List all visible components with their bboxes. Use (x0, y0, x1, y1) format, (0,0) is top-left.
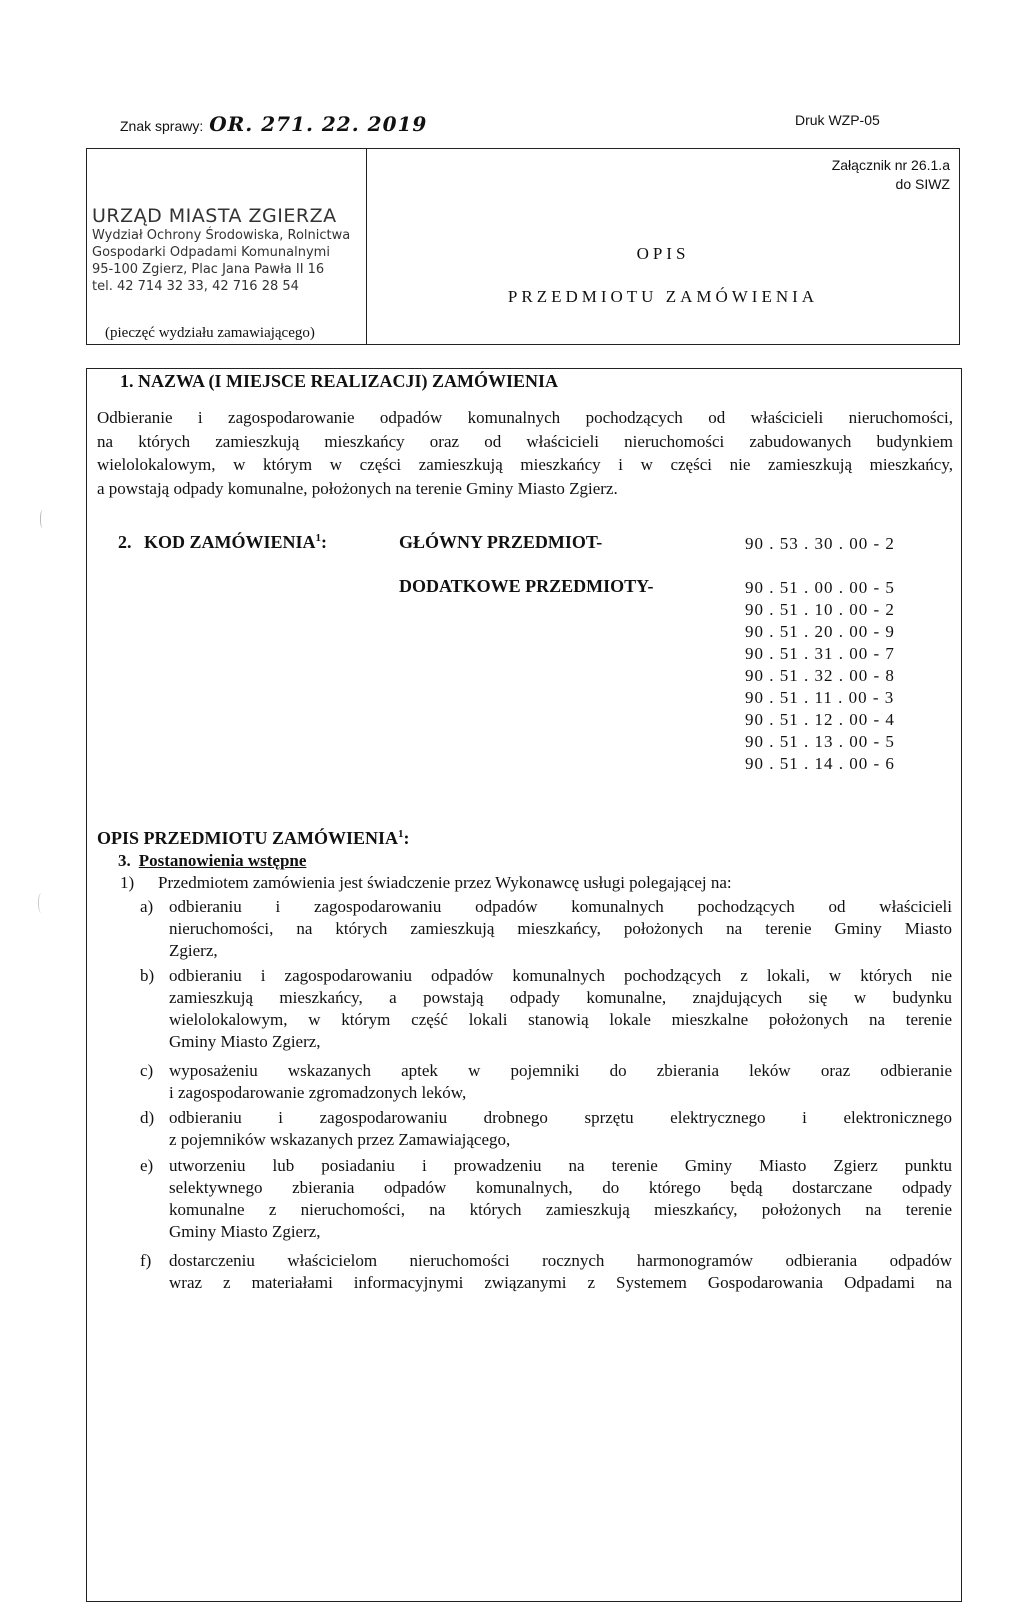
subitem-label: a) (140, 897, 154, 916)
subitem-line: zamieszkują mieszkańcy, a powstają odpady komunalne, znajdujących się w budynku (169, 988, 952, 1007)
stamp-line4: 95-100 Zgierz, Plac Jana Pawła II 16 (92, 262, 325, 277)
subitem-line: dostarczeniu właścicielom nieruchomości rocznych harmonogramów odbierania odpadów (169, 1251, 952, 1270)
main-cpv-code: 90 . 53 . 30 . 00 - 2 (745, 534, 895, 553)
scan-mark (38, 893, 47, 913)
subitem-line: odbieraniu i zagospodarowaniu odpadów komunalnych pochodzących od właścicieli (169, 897, 952, 916)
paragraph-line: a powstają odpady komunalne, położonych na terenie Gminy Miasto Zgierz. (97, 478, 618, 498)
subitem-line: selektywnego zbierania odpadów komunalnych, do którego będą dostarczane odpady (169, 1178, 952, 1197)
item-1-text: Przedmiotem zamówienia jest świadczenie przez Wykonawcę usługi polegającej na: (158, 873, 732, 892)
subitem-line: Gminy Miasto Zgierz, (169, 1222, 321, 1241)
cpv-code: 90 . 51 . 13 . 00 - 5 (745, 732, 895, 751)
subitem-line: wielolokalowym, w którym część lokali stanowią lokale mieszkalne położonych na terenie (169, 1010, 952, 1029)
annex-label (832, 156, 950, 194)
subitem-line: utworzeniu lub posiadaniu i prowadzeniu na terenie Gminy Miasto Zgierz punktu (169, 1156, 952, 1175)
case-number (120, 112, 427, 136)
subitem-line: odbieraniu i zagospodarowaniu drobnego sprzętu elektrycznego i elektronicznego (169, 1108, 952, 1127)
subitem-label: c) (140, 1061, 154, 1080)
cpv-code: 90 . 51 . 12 . 00 - 4 (745, 710, 895, 729)
subitem-label: f) (140, 1251, 152, 1270)
cpv-code: 90 . 51 . 14 . 00 - 6 (745, 754, 895, 773)
office-stamp (92, 205, 350, 295)
subitem-label: e) (140, 1156, 154, 1175)
cpv-code: 90 . 51 . 20 . 00 - 9 (745, 622, 895, 641)
annex-line1: Załącznik nr 26.1.a (831, 157, 950, 173)
subitem-line: wraz z materiałami informacyjnymi związanymi z Systemem Gospodarowania Odpadami na (169, 1273, 952, 1292)
item-1-label: 1) (120, 873, 135, 892)
section3-title: Postanowienia wstępne (138, 851, 307, 870)
colon: : (321, 532, 328, 552)
doc-title-line2: PRZEDMIOTU ZAMÓWIENIA (507, 287, 819, 306)
cpv-code: 90 . 51 . 11 . 00 - 3 (745, 688, 895, 707)
subitem-label: b) (140, 966, 155, 985)
cpv-code: 90 . 51 . 10 . 00 - 2 (745, 600, 895, 619)
stamp-line3: Gospodarki Odpadami Komunalnymi (92, 245, 330, 260)
section3-heading (118, 851, 306, 871)
case-number-handwritten: OR. 271. 22. 2019 (209, 112, 428, 136)
stamp-caption: (pieczęć wydziału zamawiającego) (105, 325, 315, 341)
subitem-line: z pojemników wskazanych przez Zamawiającego, (169, 1130, 511, 1149)
doc-title-line1: OPIS (636, 244, 690, 263)
section1-paragraph (97, 406, 953, 500)
stamp-line2: Wydział Ochrony Środowiska, Rolnictwa (92, 228, 351, 243)
item-1 (120, 873, 732, 893)
paragraph-line: Odbieranie i zagospodarowanie odpadów komunalnych pochodzących od właścicieli nieruchomości, (97, 408, 953, 427)
subitem-line: Zgierz, (169, 941, 218, 960)
additional-cpv-codes (745, 577, 895, 775)
opis-heading-text: OPIS PRZEDMIOTU ZAMÓWIENIA (97, 828, 399, 848)
stamp-line5: tel. 42 714 32 33, 42 716 28 54 (92, 279, 299, 294)
subitem-line: odbieraniu i zagospodarowaniu odpadów komunalnych pochodzących z lokali, w których nie (169, 966, 952, 985)
footnote-mark: 1 (315, 532, 322, 544)
section2-number: 2. (118, 532, 132, 552)
case-label: Znak sprawy: (120, 118, 204, 134)
subitem-line: nieruchomości, na których zamieszkują mieszkańcy, położonych na terenie Gminy Miasto (169, 919, 952, 938)
subitem-line: i zagospodarowanie zgromadzonych leków, (169, 1083, 467, 1102)
section3-number: 3. (118, 851, 131, 870)
additional-subjects-label: DODATKOWE PRZEDMIOTY- (399, 576, 654, 596)
form-code: Druk WZP-05 (795, 112, 880, 128)
subitem-label: d) (140, 1108, 155, 1127)
subitem-line: komunalne z nieruchomości, na których zamieszkują mieszkańcy, położonych na terenie (169, 1200, 952, 1219)
cpv-code: 90 . 51 . 32 . 00 - 8 (745, 666, 895, 685)
subitem-line: wyposażeniu wskazanych aptek w pojemniki do zbierania leków oraz odbieranie (169, 1061, 952, 1080)
scan-mark (40, 510, 47, 528)
opis-heading (97, 828, 410, 849)
paragraph-line: wielolokalowym, w którym w części zamieszkują mieszkańcy i w części nie zamieszkują mieszkańcy, (97, 455, 953, 474)
cpv-code: 90 . 51 . 31 . 00 - 7 (745, 644, 895, 663)
section2-heading (118, 532, 327, 553)
stamp-line1: URZĄD MIASTA ZGIERZA (92, 205, 337, 227)
section2-label: KOD ZAMÓWIENIA (144, 532, 316, 552)
cpv-code: 90 . 51 . 00 . 00 - 5 (745, 578, 895, 597)
footnote-mark: 1 (398, 828, 404, 840)
subitem-line: Gminy Miasto Zgierz, (169, 1032, 321, 1051)
annex-line2: do SIWZ (895, 176, 950, 192)
section1-heading: 1. NAZWA (I MIEJSCE REALIZACJI) ZAMÓWIENIA (120, 371, 559, 391)
colon: : (403, 828, 410, 848)
main-subject-label: GŁÓWNY PRZEDMIOT- (399, 532, 603, 552)
paragraph-line: na których zamieszkują mieszkańcy oraz od właścicieli nieruchomości zabudowanych budynkiem (97, 431, 953, 451)
